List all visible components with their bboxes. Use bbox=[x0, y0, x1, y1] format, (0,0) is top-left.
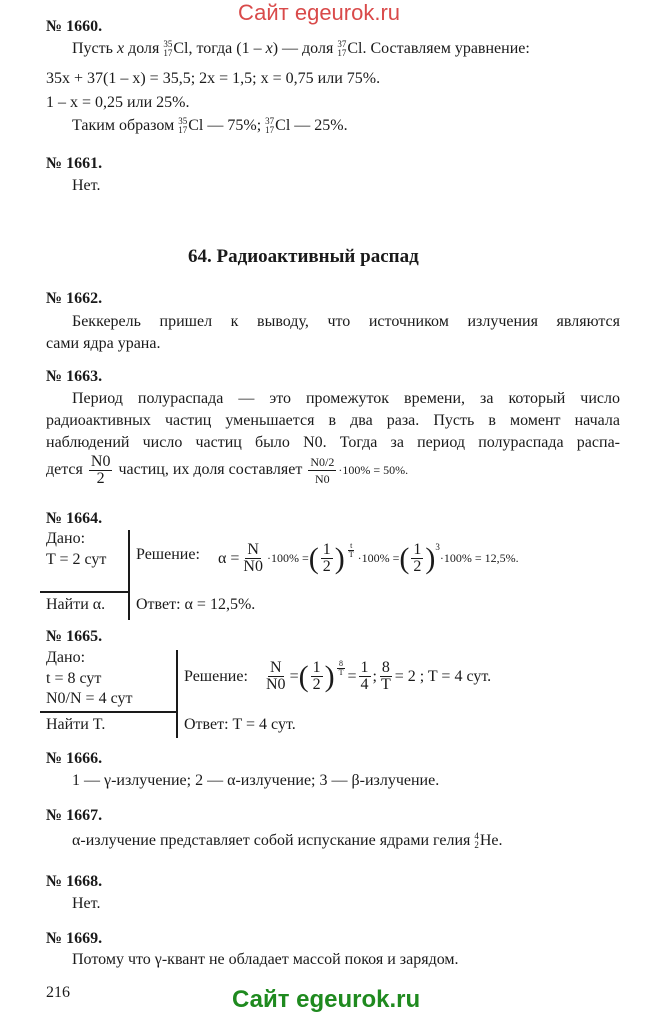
p1662-line2: сами ядра урана. bbox=[46, 335, 161, 352]
problem-number-1665: № 1665. bbox=[46, 628, 103, 645]
p1660-line2: 35x + 37(1 – x) = 35,5; 2x = 1,5; x = 0,75 или 75%. bbox=[46, 70, 381, 87]
problem-number-1666: № 1666. bbox=[46, 750, 103, 767]
p1665-divider-horizontal bbox=[40, 711, 178, 713]
p1668-text: Нет. bbox=[72, 895, 101, 912]
p1663-line4: дется $\frac{N0}{2}$ частиц, их доля составляет $\frac{N0/2}{N0}$ ·100% = 50%. bbox=[46, 453, 409, 487]
fraction-n0-over-2: $\frac{N0}{2}$ bbox=[90, 453, 111, 487]
isotope-he4: 4 2 bbox=[474, 831, 479, 851]
p1665-solution: $\frac{N}{N0}$ = ( $\frac{1}{2}$ ) $\frac{8}{T}$ = $\frac{1}{4}$ ; $\frac{8}{T}$ = 2 ; T = 4 сут. bbox=[266, 659, 492, 693]
p1664-given: T = 2 сут bbox=[46, 551, 107, 568]
p1664-find: Найти α. bbox=[46, 596, 106, 613]
fraction-share: $\frac{N0/2}{N0}$ bbox=[310, 455, 335, 486]
p1660-line1: Пусть x доля 35 17 Cl, тогда (1 – x) — доля 37 17 Cl. Составляем уравнение: bbox=[72, 39, 530, 59]
p1664-divider-horizontal bbox=[40, 591, 130, 593]
problem-number-1661: № 1661. bbox=[46, 155, 103, 172]
problem-number-1663: № 1663. bbox=[46, 368, 103, 385]
problem-number-1662: № 1662. bbox=[46, 290, 103, 307]
p1667-text: α-излучение представляет собой испускание ядрами гелия 4 2 He. bbox=[72, 831, 503, 851]
page-number: 216 bbox=[46, 984, 70, 1001]
p1660-line3: 1 – x = 0,25 или 25%. bbox=[46, 94, 190, 111]
p1665-given-1: t = 8 сут bbox=[46, 670, 102, 687]
problem-number-1669: № 1669. bbox=[46, 930, 103, 947]
p1662-line1: Беккерель пришел к выводу, что источником излучения являются bbox=[72, 313, 620, 330]
p1664-divider-vertical bbox=[128, 530, 130, 620]
problem-number-1664: № 1664. bbox=[46, 510, 103, 527]
problem-number-1667: № 1667. bbox=[46, 807, 103, 824]
watermark-top: Сайт egeurok.ru bbox=[238, 0, 401, 25]
p1663-line2: радиоактивных частиц уменьшается в два раза. Пусть в момент начала bbox=[46, 412, 620, 429]
p1664-solution-label: Решение: bbox=[136, 546, 200, 563]
p1663-line1: Период полураспада — это промежуток времени, за который число bbox=[72, 390, 620, 407]
p1665-find: Найти T. bbox=[46, 716, 106, 733]
p1661-text: Нет. bbox=[72, 177, 101, 194]
p1665-answer: Ответ: T = 4 сут. bbox=[184, 716, 296, 733]
p1666-text: 1 — γ-излучение; 2 — α-излучение; 3 — β-излучение. bbox=[72, 772, 440, 789]
p1664-solution: α = $\frac{N}{N0}$ ·100% = ( $\frac{1}{2}$ ) $\frac{t}{T}$ ·100% = ( $\frac{1}{2}$ ) 3 ·100% = 12,5%. bbox=[218, 541, 519, 575]
p1664-given-label: Дано: bbox=[46, 530, 86, 547]
isotope-cl35: 35 17 bbox=[163, 39, 173, 59]
p1660-line4: Таким образом 35 17 Cl — 75%; 37 17 Cl — 25%. bbox=[72, 116, 348, 136]
p1665-divider-vertical bbox=[176, 650, 178, 738]
isotope-cl37: 37 17 bbox=[337, 39, 347, 59]
p1665-given-2: N0/N = 4 сут bbox=[46, 690, 133, 707]
p1669-text: Потому что γ-квант не обладает массой покоя и зарядом. bbox=[72, 951, 459, 968]
section-title: 64. Радиоактивный распад bbox=[188, 246, 419, 267]
problem-number-1660: № 1660. bbox=[46, 18, 103, 35]
problem-number-1668: № 1668. bbox=[46, 873, 103, 890]
p1664-answer: Ответ: α = 12,5%. bbox=[136, 596, 256, 613]
watermark-bottom: Сайт egeurok.ru bbox=[232, 986, 421, 1013]
p1665-given-label: Дано: bbox=[46, 649, 86, 666]
p1665-solution-label: Решение: bbox=[184, 668, 248, 685]
p1663-line3: наблюдений число частиц было N0. Тогда за период полураспада распа- bbox=[46, 434, 620, 451]
